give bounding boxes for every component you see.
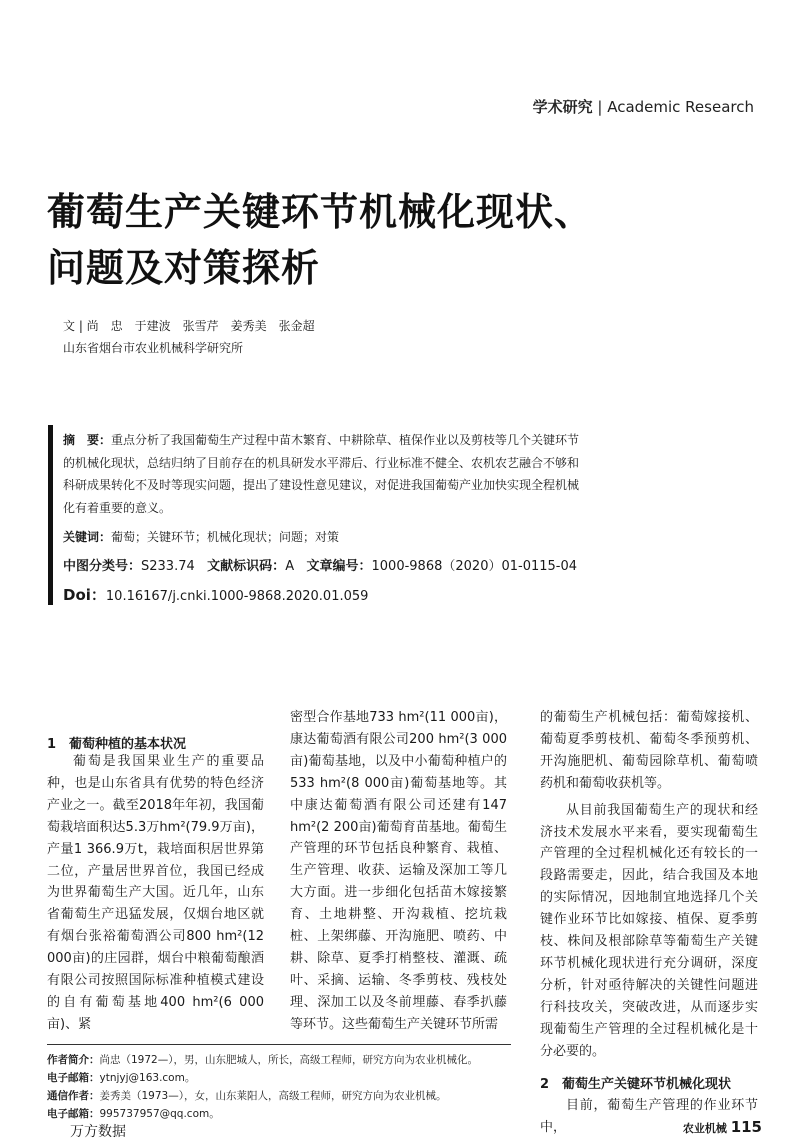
footnote-corresponding bbox=[47, 1088, 446, 1103]
watermark: 万方数据 bbox=[70, 1124, 126, 1140]
keywords-text: 葡萄；关键环节；机械化现状；问题；对策 bbox=[111, 530, 340, 544]
keywords-label: 关键词： bbox=[63, 530, 112, 544]
doc-code-label: 文献标识码： bbox=[207, 559, 286, 574]
doi-line bbox=[63, 584, 368, 605]
footnote-text: 姜秀美（1973—），女，山东莱阳人，高级工程师，研究方向为农业机械。 bbox=[99, 1090, 447, 1102]
running-header bbox=[533, 96, 754, 117]
column-2 bbox=[290, 707, 507, 1036]
footnote-label: 电子邮箱： bbox=[47, 1072, 100, 1084]
abstract-text: 重点分析了我国葡萄生产过程中苗木繁育、中耕除草、植保作业以及剪枝等几个关键环节的机械化现状，总结归纳了目前存在的机具研发水平滞后、行业标准不健全、农机农艺融合不够和科研成果转化不及时等现实问题，提出了建设性意见建议，对促进我国葡萄产业加快实现全程机械化有着重要的意义。 bbox=[63, 433, 580, 515]
footnote-label: 电子邮箱： bbox=[47, 1108, 100, 1120]
footnote-email-2 bbox=[47, 1106, 220, 1121]
authors: 文 | 尚 忠 于建波 张雪芹 姜秀美 张金超 bbox=[63, 319, 315, 333]
footnote-label: 作者简介： bbox=[47, 1054, 100, 1066]
page-number: 115 bbox=[730, 1118, 762, 1136]
header-section-cn: 学术研究 bbox=[532, 98, 593, 116]
col3-paragraph-1: 的葡萄生产机械包括：葡萄嫁接机、葡萄夏季剪枝机、葡萄冬季预剪机、开沟施肥机、葡萄园除草机、葡萄喷药机和葡萄收获机等。 bbox=[540, 710, 758, 791]
footnote-author-bio bbox=[47, 1052, 478, 1067]
footnote-rule bbox=[47, 1044, 511, 1045]
col3-paragraph-2: 从目前我国葡萄生产的现状和经济技术发展水平来看，要实现葡萄生产管理的全过程机械化还有较长的一段路需要走，因此，结合我国及本地的实际情况，因地制宜地选择几个关键作业环节比如嫁接、植保、夏季剪枝、株间及根部除草等葡萄生产关键环节机械化现状进行充分调研，深度分析，针对亟待解决的关键性问题进行科技攻关，突破改进，从而逐步实现葡萄生产管理的全过程机械化是十分必要的。 bbox=[540, 802, 758, 1059]
clc-value: S233.74 bbox=[141, 559, 195, 574]
journal-name: 农业机械 bbox=[682, 1122, 727, 1135]
page-footer bbox=[683, 1118, 762, 1136]
footnote-text: 尚忠（1972—），男，山东肥城人，所长，高级工程师，研究方向为农业机械化。 bbox=[99, 1054, 478, 1066]
col1-paragraph: 葡萄是我国果业生产的重要品种，也是山东省具有优势的特色经济产业之一。截至2018年年初，我国葡萄栽培面积达5.3万hm²(79.9万亩)，产量1 366.9万t，栽培面积居世界第二位，产量居世界首位，我国已经成为世界葡萄生产大国。近几年，山东省葡萄生产迅猛发展，仅烟台地区就有烟台张裕葡萄酒公司800 hm²(12 000亩)的庄园群，烟台中粮葡萄酿酒有限公司按照国际标准种植模式建设的自有葡萄基地400 hm²(6 000亩)、紧 bbox=[47, 754, 264, 1032]
section-1-heading: 1 葡萄种植的基本状况 bbox=[47, 737, 187, 752]
article-title bbox=[47, 184, 767, 296]
footnote-text: 995737957@qq.com。 bbox=[99, 1108, 220, 1120]
abstract bbox=[63, 429, 583, 519]
clc-label: 中图分类号： bbox=[63, 559, 142, 574]
col2-paragraph: 密型合作基地733 hm²(11 000亩)，康达葡萄酒有限公司200 hm²(3 000亩)葡萄基地，以及中小葡萄种植户的533 hm²(8 000亩)葡萄基地等。其中康达葡萄酒有限公司还建有147 hm²(2 200亩)葡萄育苗基地。葡萄生产管理的环节包括良种繁育、栽植、生产管理、收获、运输及深加工等几大方面。进一步细化包括苗木嫁接繁育、土地耕整、开沟栽植、挖坑栽桩、上架绑藤、开沟施肥、喷药、中耕、除草、夏季打梢整枝、灌溉、疏叶、采摘、运输、冬季剪枝、残枝处理、深加工以及冬前埋藤、春季扒藤等环节。这些葡萄生产关键环节所需 bbox=[290, 710, 507, 1032]
footnote-text: ytnjyj@163.com。 bbox=[99, 1072, 196, 1084]
abstract-label: 摘 要： bbox=[63, 433, 112, 447]
header-section-en: Academic Research bbox=[607, 98, 754, 116]
affiliation: 山东省烟台市农业机械科学研究所 bbox=[63, 341, 244, 355]
doi-label: Doi： bbox=[63, 586, 106, 604]
keywords bbox=[63, 528, 339, 545]
section-2-heading: 2 葡萄生产关键环节机械化现状 bbox=[540, 1077, 732, 1092]
doc-code-value: A bbox=[285, 559, 295, 574]
title-line-2: 问题及对策探析 bbox=[47, 246, 321, 290]
footnote-label: 通信作者： bbox=[47, 1090, 100, 1102]
col3-paragraph-3: 目前，葡萄生产管理的作业环节中， bbox=[540, 1098, 758, 1135]
title-line-1: 葡萄生产关键环节机械化现状、 bbox=[47, 190, 594, 234]
footnote-email-1 bbox=[47, 1070, 195, 1085]
article-number-value: 1000-9868（2020）01-0115-04 bbox=[371, 559, 578, 574]
classification-line bbox=[63, 555, 577, 574]
doi-value: 10.16167/j.cnki.1000-9868.2020.01.059 bbox=[105, 589, 369, 604]
column-3 bbox=[540, 707, 758, 1063]
header-separator: | bbox=[592, 98, 608, 116]
column-1 bbox=[47, 751, 264, 1036]
article-number-label: 文章编号： bbox=[306, 559, 372, 574]
